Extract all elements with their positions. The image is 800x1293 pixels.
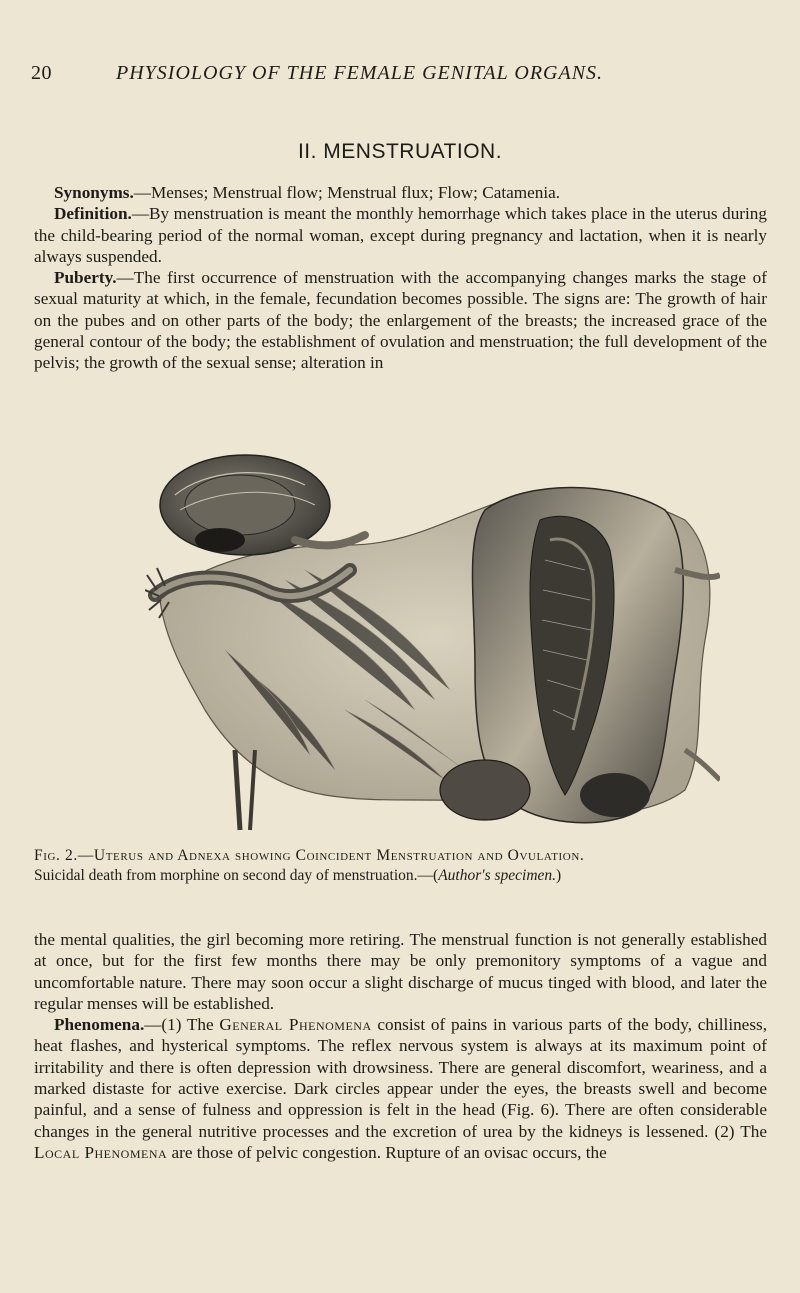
synonyms-term: Synonyms. (54, 183, 134, 202)
figure-label: Fig. 2.—Uterus and Adnexa showing Coincident Menstruation and Ovulation. (34, 847, 585, 864)
caption-text: Suicidal death from morphine on second day of menstruation.—( (34, 866, 439, 884)
page-number: 20 (31, 62, 52, 84)
text-block-bottom (34, 929, 767, 1163)
continuation-paragraph: the mental qualities, the girl becoming more retiring. The menstrual function is not generally established at once, but for the first few months there may be only premonitory symptoms of a vague and uncomfortable nature. There may soon occur a slight discharge of mucus tinged with blood, and later the regular menses will be established. (34, 930, 767, 1013)
general-phenomena: General Phenomena (219, 1015, 372, 1035)
phenomena-text-1: consist of pains in various parts of the body, chilliness, heat flashes, and hysterical symptoms. The reflex nervous system is always at its maximum point of irritability and there is often depression with drowsiness. There are general discomfort, weariness, and a marked distaste for active exercise. Dark circles appear under the eyes, the breasts swell and become painful, and a sense of fulness and oppression is felt in the head (Fig. 6). There are often considerable changes in the general nutritive processes and the excretion of urea by the kidneys is lessened. (2) The (34, 1015, 767, 1141)
running-title: PHYSIOLOGY OF THE FEMALE GENITAL ORGANS. (116, 62, 604, 84)
phenomena-intro: —(1) The (144, 1015, 220, 1035)
anatomical-illustration (145, 450, 720, 835)
synonyms-paragraph (34, 182, 767, 203)
caption-close: ) (556, 866, 562, 884)
phenomena-term: Phenomena. (54, 1015, 145, 1035)
definition-paragraph (34, 203, 767, 267)
synonyms-text: —Menses; Menstrual flow; Menstrual flux; Flow; Catamenia. (133, 183, 561, 202)
definition-term: Definition. (54, 204, 132, 224)
puberty-text: —The first occurrence of menstruation with the accompanying changes marks the stage of sexual maturity at which, in the female, fecundation becomes possible. The signs are: The growth of hair on the pubes and on other parts of the body; the enlargement of the breasts; the increased grace of the general contour of the body; the establishment of ovulation and menstruation; the full development of the pelvis; the growth of the sexual sense; alteration in (34, 268, 767, 373)
figure-caption-body (34, 866, 767, 886)
figure-caption (34, 846, 767, 885)
caption-italic: Author's specimen. (438, 866, 557, 884)
phenomena-paragraph (34, 1014, 767, 1163)
text-block-top (34, 182, 767, 374)
uterus-adnexa-engraving (145, 450, 720, 835)
phenomena-text-2: are those of pelvic congestion. Rupture of an ovisac occurs, the (167, 1142, 607, 1162)
puberty-term: Puberty. (54, 268, 117, 288)
definition-text: —By menstruation is meant the monthly hemorrhage which takes place in the uterus during the child-bearing period of the normal woman, except during pregnancy and lactation, when it is nearly always suspended. (34, 204, 767, 266)
section-title: II. MENSTRUATION. (297, 140, 503, 163)
local-phenomena: Local Phenomena (34, 1142, 168, 1162)
puberty-paragraph (34, 267, 767, 373)
